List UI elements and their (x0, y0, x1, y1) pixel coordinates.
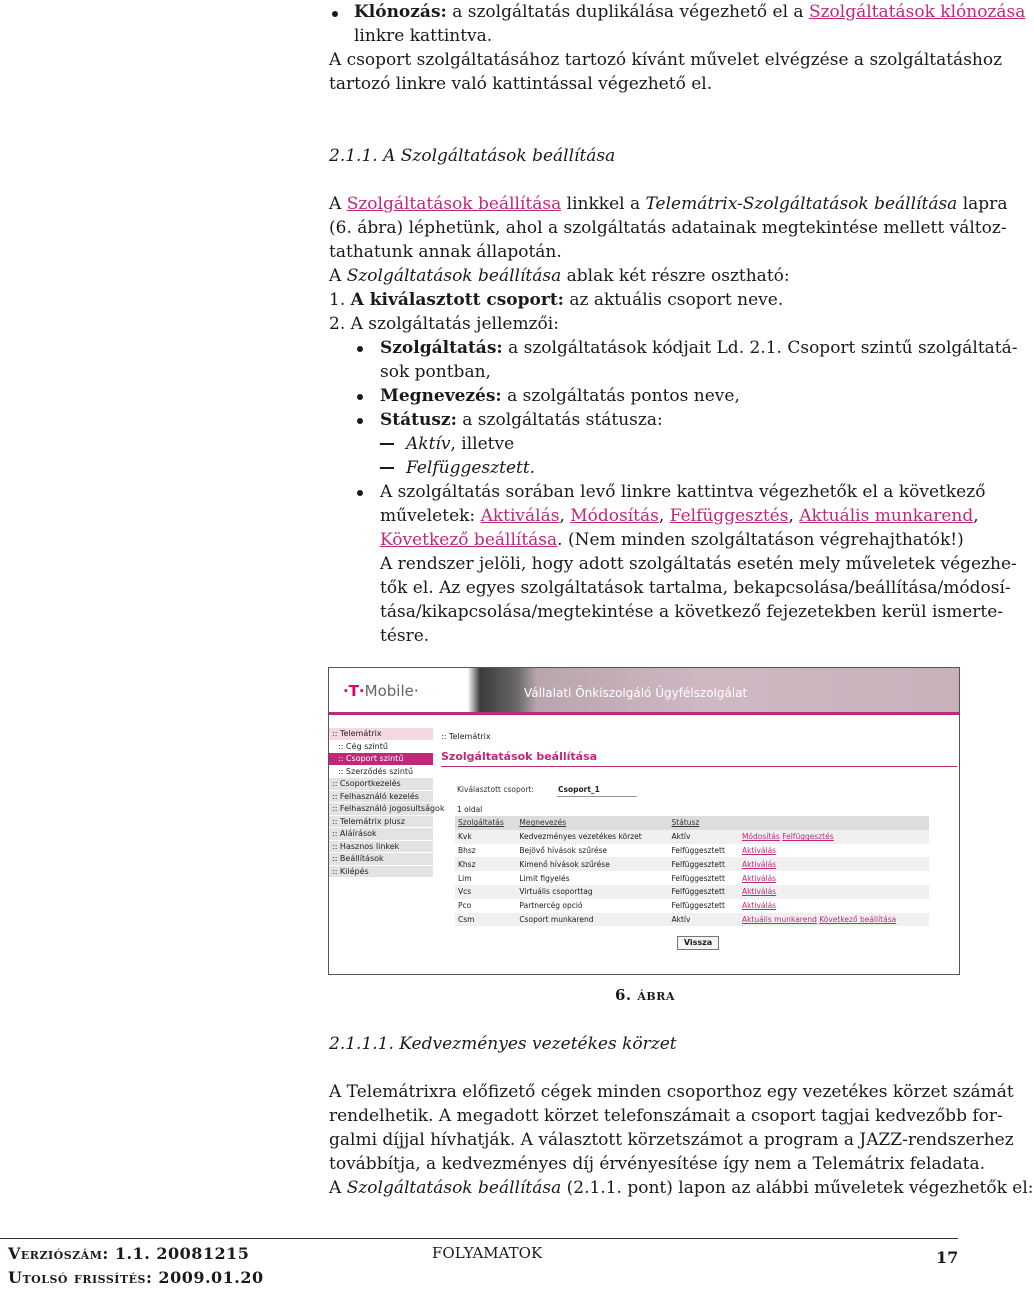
bullet (357, 418, 363, 424)
para-1-line-2: (6. ábra) léphetünk, ahol a szolgáltatás adatainak megtekintése mellett változ- (329, 218, 1007, 238)
op-link[interactable]: Következő beállítása (819, 914, 897, 924)
sub-line-4: továbbítja, a kedvezményes díj érvényesítése így nem a Telemátrix feladata. (329, 1154, 986, 1174)
menu-item[interactable]: :: Csoport szintű (329, 753, 433, 766)
op-modify-link[interactable]: Módosítás (570, 506, 659, 526)
op-link[interactable]: Aktuális munkarend (741, 914, 817, 924)
menu-item[interactable]: :: Kilépés (329, 866, 433, 879)
cell-status: Felfüggesztett (669, 844, 739, 858)
cell-code: Pco (455, 899, 516, 913)
menu-item[interactable]: :: Beállítások (329, 853, 433, 866)
back-button[interactable]: Vissza (677, 936, 719, 950)
menu-item[interactable]: :: Aláírások (329, 828, 433, 841)
op-link[interactable]: Módosítás (741, 832, 780, 842)
group-value: Csoport_1 (558, 785, 600, 794)
side-menu (329, 728, 445, 878)
services-table (455, 816, 929, 926)
table-row (455, 857, 929, 871)
clone-link[interactable]: Szolgáltatások klónozása (808, 2, 1026, 22)
section-heading: 2.1.1. A Szolgáltatások beállítása (329, 146, 616, 166)
ops-line-5: tők el. Az egyes szolgáltatások tartalma, bekapcsolása/beállítása/módosí- (380, 578, 1011, 598)
group-line-1: A csoport szolgáltatásához tartozó kívánt művelet elvégzése a szolgáltatáshoz (329, 50, 1003, 70)
group-line-2: tartozó linkre való kattintással végezhető el. (329, 74, 713, 94)
footer-version: Verziószám: 1.1. 20081215 (8, 1244, 250, 1263)
op-link[interactable]: Aktiválás (741, 859, 777, 869)
cell-code: Lim (455, 871, 516, 885)
figure-screenshot (328, 667, 960, 975)
op-link[interactable]: Aktiválás (741, 873, 777, 883)
op-activate-link[interactable]: Aktiválás (480, 506, 560, 526)
op-link[interactable]: Aktiválás (741, 887, 777, 897)
cell-status: Felfüggesztett (669, 857, 739, 871)
cell-ops (739, 844, 929, 858)
op-suspend-link[interactable]: Felfüggesztés (669, 506, 789, 526)
status-suspended: Felfüggesztett. (406, 458, 536, 478)
ops-line-4: A rendszer jelöli, hogy adott szolgáltatás esetén mely műveletek végezhe- (380, 554, 1017, 574)
footer-updated: Utolsó frissítés: 2009.01.20 (8, 1268, 264, 1287)
cell-ops (739, 913, 929, 927)
figure-caption: 6. ábra (615, 986, 675, 1004)
cell-ops (739, 857, 929, 871)
cell-ops (739, 830, 929, 844)
op-link[interactable]: Aktiválás (741, 845, 777, 855)
col-service[interactable]: Szolgáltatás (455, 816, 516, 830)
title-rule (441, 766, 957, 767)
ops-line-3: Következő beállítása. (Nem minden szolgáltatáson végrehajthatók!) (380, 530, 964, 550)
menu-item[interactable]: :: Telemátrix (329, 728, 433, 741)
page-number: 17 (936, 1248, 959, 1267)
clone-line: Klónozás: a szolgáltatás duplikálása végezhető el a Szolgáltatások klónozása (354, 2, 1026, 22)
numbered-2: 2. A szolgáltatás jellemzői: (329, 314, 559, 334)
cell-ops (739, 885, 929, 899)
menu-item[interactable]: :: Csoportkezelés (329, 778, 433, 791)
cell-status: Aktív (669, 913, 739, 927)
para-1: A Szolgáltatások beállítása linkkel a Telemátrix-Szolgáltatások beállítása lapra (329, 194, 1008, 214)
banner-title: Vállalati Önkiszolgáló Ügyfélszolgálat (524, 686, 748, 700)
op-link[interactable]: Aktiválás (741, 901, 777, 911)
menu-item[interactable]: :: Hasznos linkek (329, 841, 433, 854)
sub-line-2: rendelhetik. A megadott körzet telefonszámait a csoport tagjai kedvezőbb for- (329, 1106, 1003, 1126)
bullet (357, 490, 363, 496)
col-status[interactable]: Státusz (669, 816, 739, 830)
table-row (455, 899, 929, 913)
cell-code: Kvk (455, 830, 516, 844)
clone-label: Klónozás: (354, 2, 447, 22)
cell-status: Felfüggesztett (669, 871, 739, 885)
banner (329, 668, 959, 712)
menu-item[interactable]: :: Telemátrix plusz (329, 816, 433, 829)
cell-code: Csm (455, 913, 516, 927)
clone-line-2: linkre kattintva. (354, 26, 493, 46)
ops-line-1: A szolgáltatás sorában levő linkre kattintva végezhetők el a következő (380, 482, 986, 502)
op-link[interactable]: Felfüggesztés (782, 832, 834, 842)
table-row (455, 830, 929, 844)
breadcrumb: :: Telemátrix (441, 732, 491, 741)
settings-link[interactable]: Szolgáltatások beállítása (346, 194, 562, 214)
item-status: Státusz: a szolgáltatás státusza: (380, 410, 663, 430)
subsection-heading: 2.1.1.1. Kedvezményes vezetékes körzet (329, 1034, 677, 1054)
cell-name: Csoport munkarend (516, 913, 668, 927)
bullet (357, 346, 363, 352)
footer-rule (0, 1238, 958, 1239)
dash (380, 467, 394, 469)
tmobile-logo: ·T·Mobile· (343, 682, 419, 700)
item-name: Megnevezés: a szolgáltatás pontos neve, (380, 386, 740, 406)
cell-status: Felfüggesztett (669, 885, 739, 899)
cell-ops (739, 871, 929, 885)
op-next-setting-link[interactable]: Következő beállítása (380, 530, 558, 550)
ops-line-7: tésre. (380, 626, 430, 646)
pink-rule (329, 712, 959, 715)
item-service: Szolgáltatás: a szolgáltatások kódjait Ld. 2.1. Csoport szintű szolgáltatá- (380, 338, 1018, 358)
menu-item[interactable]: :: Szerződés szintű (329, 766, 433, 779)
cell-name: Kedvezményes vezetékes körzet (516, 830, 668, 844)
cell-code: Bhsz (455, 844, 516, 858)
menu-item[interactable]: :: Cég szintű (329, 741, 433, 754)
col-name[interactable]: Megnevezés (516, 816, 668, 830)
item-service-line-2: sok pontban, (380, 362, 491, 382)
numbered-1: 1. A kiválasztott csoport: az aktuális csoport neve. (329, 290, 784, 310)
bullet (357, 394, 363, 400)
status-active: Aktív, illetve (406, 434, 515, 454)
cell-code: Vcs (455, 885, 516, 899)
cell-name: Virtuális csoporttag (516, 885, 668, 899)
group-underline (557, 796, 637, 797)
group-label: Kiválasztott csoport: (457, 785, 534, 794)
footer-center: FOLYAMATOK (432, 1244, 543, 1262)
table-row (455, 913, 929, 927)
cell-status: Aktív (669, 830, 739, 844)
bullet (332, 11, 338, 17)
cell-ops (739, 899, 929, 913)
cell-name: Bejövő hívások szűrése (516, 844, 668, 858)
sub-line-1: A Telemátrixra előfizető cégek minden csoporthoz egy vezetékes körzet számát (329, 1082, 1014, 1102)
table-row (455, 844, 929, 858)
page-label: 1 oldal (457, 805, 483, 814)
table-row (455, 871, 929, 885)
cell-name: Partnercég opció (516, 899, 668, 913)
dash (380, 443, 394, 445)
para-2: A Szolgáltatások beállítása ablak két részre osztható: (329, 266, 790, 286)
cell-status: Felfüggesztett (669, 899, 739, 913)
menu-item[interactable]: :: Felhasználó kezelés (329, 791, 433, 804)
ops-line-2: műveletek: Aktiválás, Módosítás, Felfüggesztés, Aktuális munkarend, (380, 506, 979, 526)
menu-item[interactable]: :: Felhasználó jogosultságok (329, 803, 433, 816)
para-1-line-3: tathatunk annak állapotán. (329, 242, 562, 262)
page-title: Szolgáltatások beállítása (441, 750, 598, 763)
sub-line-5: A Szolgáltatások beállítása (2.1.1. pont) lapon az alábbi műveletek végezhetők el: (329, 1178, 1034, 1198)
cell-name: Kimenő hívások szűrése (516, 857, 668, 871)
op-current-schedule-link[interactable]: Aktuális munkarend (799, 506, 974, 526)
cell-code: Khsz (455, 857, 516, 871)
table-row (455, 885, 929, 899)
ops-line-6: tása/kikapcsolása/megtekintése a következő fejezetekben kerül ismerte- (380, 602, 1004, 622)
cell-name: Limit figyelés (516, 871, 668, 885)
sub-line-3: galmi díjjal hívhatják. A választott körzetszámot a program a JAZZ-rendszerhez (329, 1130, 1014, 1150)
